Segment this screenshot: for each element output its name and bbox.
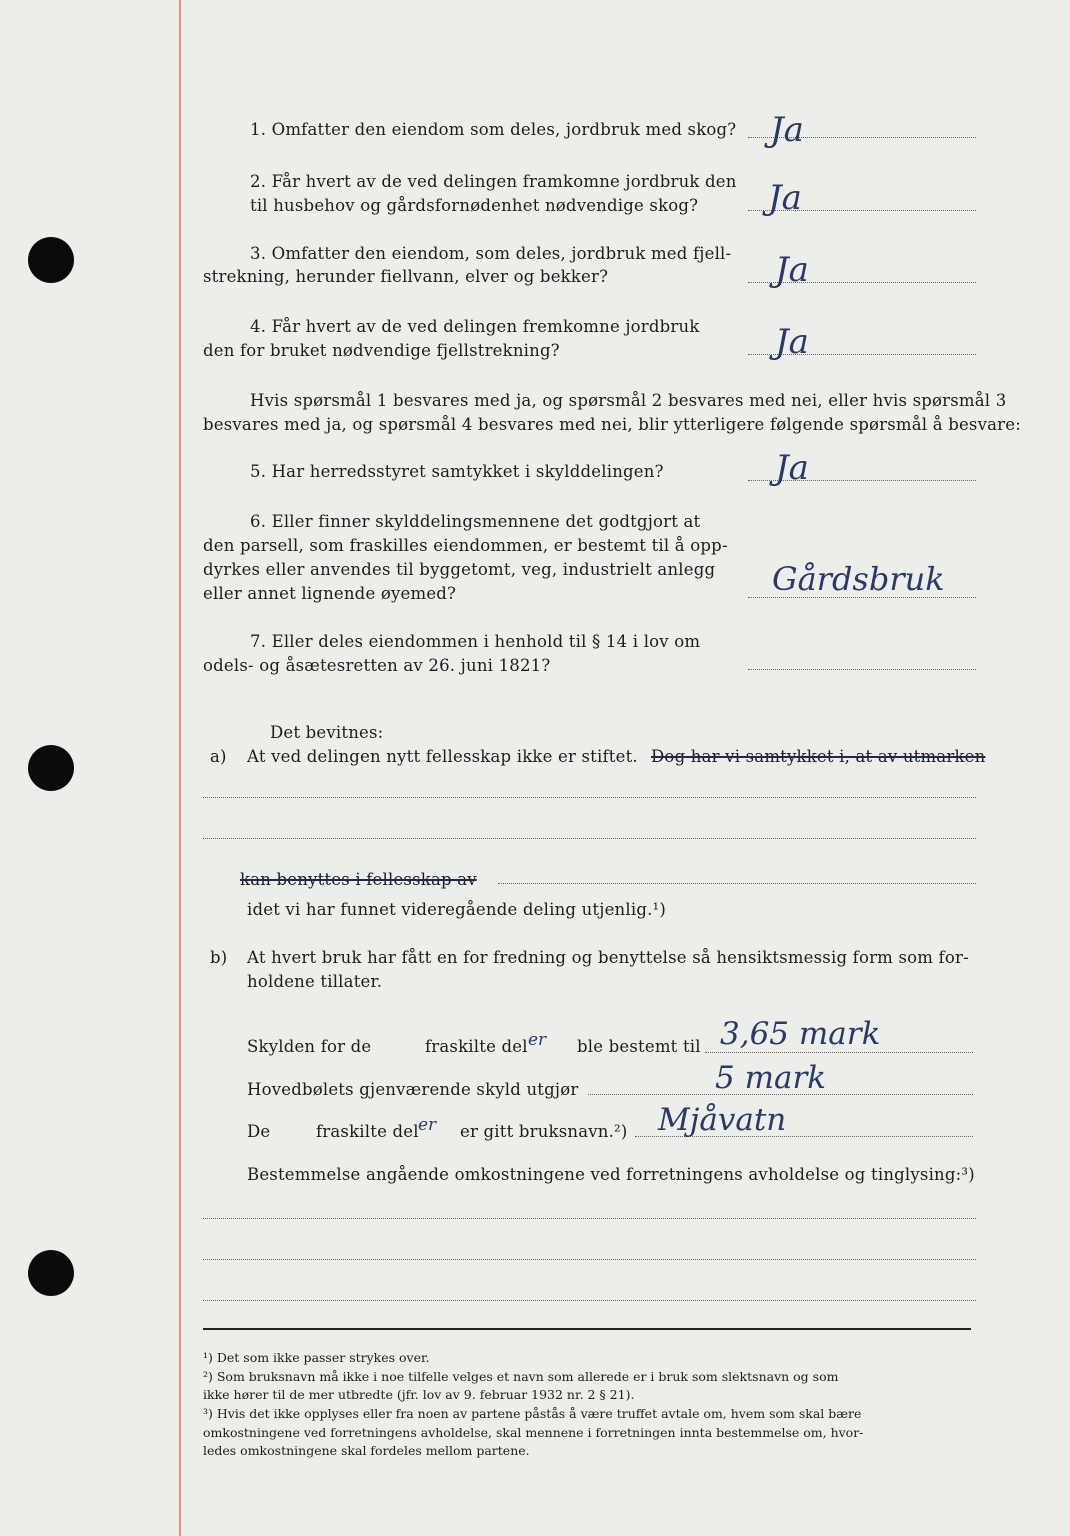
attest-b-line-2: holdene tillater. [247,972,383,991]
skyld-value-3: Mjåvatn [658,1102,787,1138]
answer-6: Gårdsbruk [772,560,945,598]
footnote-rule [203,1328,971,1330]
skyld-value-2: 5 mark [715,1060,827,1096]
attest-b-line-1: At hvert bruk har fått en for fredning og benyttelse så hensiktsmessig form som for- [247,948,969,967]
blank-line [203,1300,976,1301]
question-4-line-2: den for bruket nødvendige fjellstrekning? [203,341,560,360]
attest-a-text: At ved delingen nytt fellesskap ikke er stiftet. [247,747,638,766]
question-2-line-2: til husbehov og gårdsfornødenhet nødvendige skog? [250,196,699,215]
skyld-label-1a: Skylden for de [247,1037,372,1056]
punch-hole [28,745,74,791]
blank-line [203,1259,976,1260]
question-6-line-2: den parsell, som fraskilles eiendommen, er bestemt til å opp- [203,536,728,555]
blank-line [203,838,976,839]
question-2-line-1: 2. Får hvert av de ved delingen framkomne jordbruk den [250,172,737,191]
footnote-3-cont-1: omkostningene ved forretningens avholdelse, skal mennene i forretningen innta bestemmelse om, hvor- [203,1425,864,1440]
answer-1: Ja [770,110,804,150]
attest-a-struck: Dog har vi samtykket i, at av utmarken [651,747,986,766]
answer-line-7 [748,669,976,670]
answer-5: Ja [775,448,809,488]
question-7-line-2: odels- og åsætesretten av 26. juni 1821? [203,656,551,675]
margin-line [179,0,181,1536]
answer-3: Ja [775,250,809,290]
footnote-2: ²) Som bruksnavn må ikke i noe tilfelle velges et navn som allerede er i bruk som slektsnavn og som [203,1369,839,1384]
attest-b-label: b) [210,948,228,967]
question-5-line-1: 5. Har herredsstyret samtykket i skylddelingen? [250,462,664,481]
attest-a-struck-2: kan benyttes i fellesskap av [240,870,477,889]
question-7-line-1: 7. Eller deles eiendommen i henhold til § 14 i lov om [250,632,701,651]
blank-line [203,1218,976,1219]
skyld-label-3c: er gitt bruksnavn.²) [460,1122,628,1141]
footnote-3: ³) Hvis det ikke opplyses eller fra noen av partene påstås å være truffet avtale om, hvem som skal bære [203,1406,862,1421]
skyld-label-3b: fraskilte del [316,1122,419,1141]
answer-2: Ja [768,178,802,218]
footnote-2-cont: ikke hører til de mer utbredte (jfr. lov av 9. februar 1932 nr. 2 § 21). [203,1387,635,1402]
attest-a-continuation: idet vi har funnet videregående deling utjenlig.¹) [247,900,666,919]
attest-heading: Det bevitnes: [270,723,384,742]
question-3-line-1: 3. Omfatter den eiendom, som deles, jordbruk med fjell- [250,244,732,263]
skyld-label-2: Hovedbølets gjenværende skyld utgjør [247,1080,579,1099]
skyld-value-line-1 [705,1052,973,1053]
answer-4: Ja [775,322,809,362]
skyld-label-4: Bestemmelse angående omkostningene ved forretningens avholdelse og tinglysing:³) [247,1165,975,1184]
skyld-suffix-1: er [528,1030,547,1050]
question-1-line-1: 1. Omfatter den eiendom som deles, jordbruk med skog? [250,120,737,139]
footnote-1: ¹) Det som ikke passer strykes over. [203,1350,430,1365]
skyld-label-1b: fraskilte del [425,1037,528,1056]
question-6-line-3: dyrkes eller anvendes til byggetomt, veg, industrielt anlegg [203,560,716,579]
question-6-line-1: 6. Eller finner skylddelingsmennene det godtgjort at [250,512,701,531]
skyld-suffix-3: er [418,1115,437,1135]
conditional-line-1: Hvis spørsmål 1 besvares med ja, og spørsmål 2 besvares med nei, eller hvis spørsmål 3 [250,391,1007,410]
blank-line [203,797,976,798]
question-6-line-4: eller annet lignende øyemed? [203,584,457,603]
skyld-label-3a: De [247,1122,271,1141]
punch-hole [28,1250,74,1296]
attest-a-label: a) [210,747,227,766]
question-4-line-1: 4. Får hvert av de ved delingen fremkomne jordbruk [250,317,700,336]
skyld-value-1: 3,65 mark [720,1016,881,1052]
question-3-line-2: strekning, herunder fiellvann, elver og bekker? [203,267,609,286]
footnote-3-cont-2: ledes omkostningene skal fordeles mellom partene. [203,1443,530,1458]
punch-hole [28,237,74,283]
blank-line [498,883,976,884]
skyld-label-1c: ble bestemt til [577,1037,701,1056]
conditional-line-2: besvares med ja, og spørsmål 4 besvares med nei, blir ytterligere følgende spørsmål å besvare: [203,415,1021,434]
